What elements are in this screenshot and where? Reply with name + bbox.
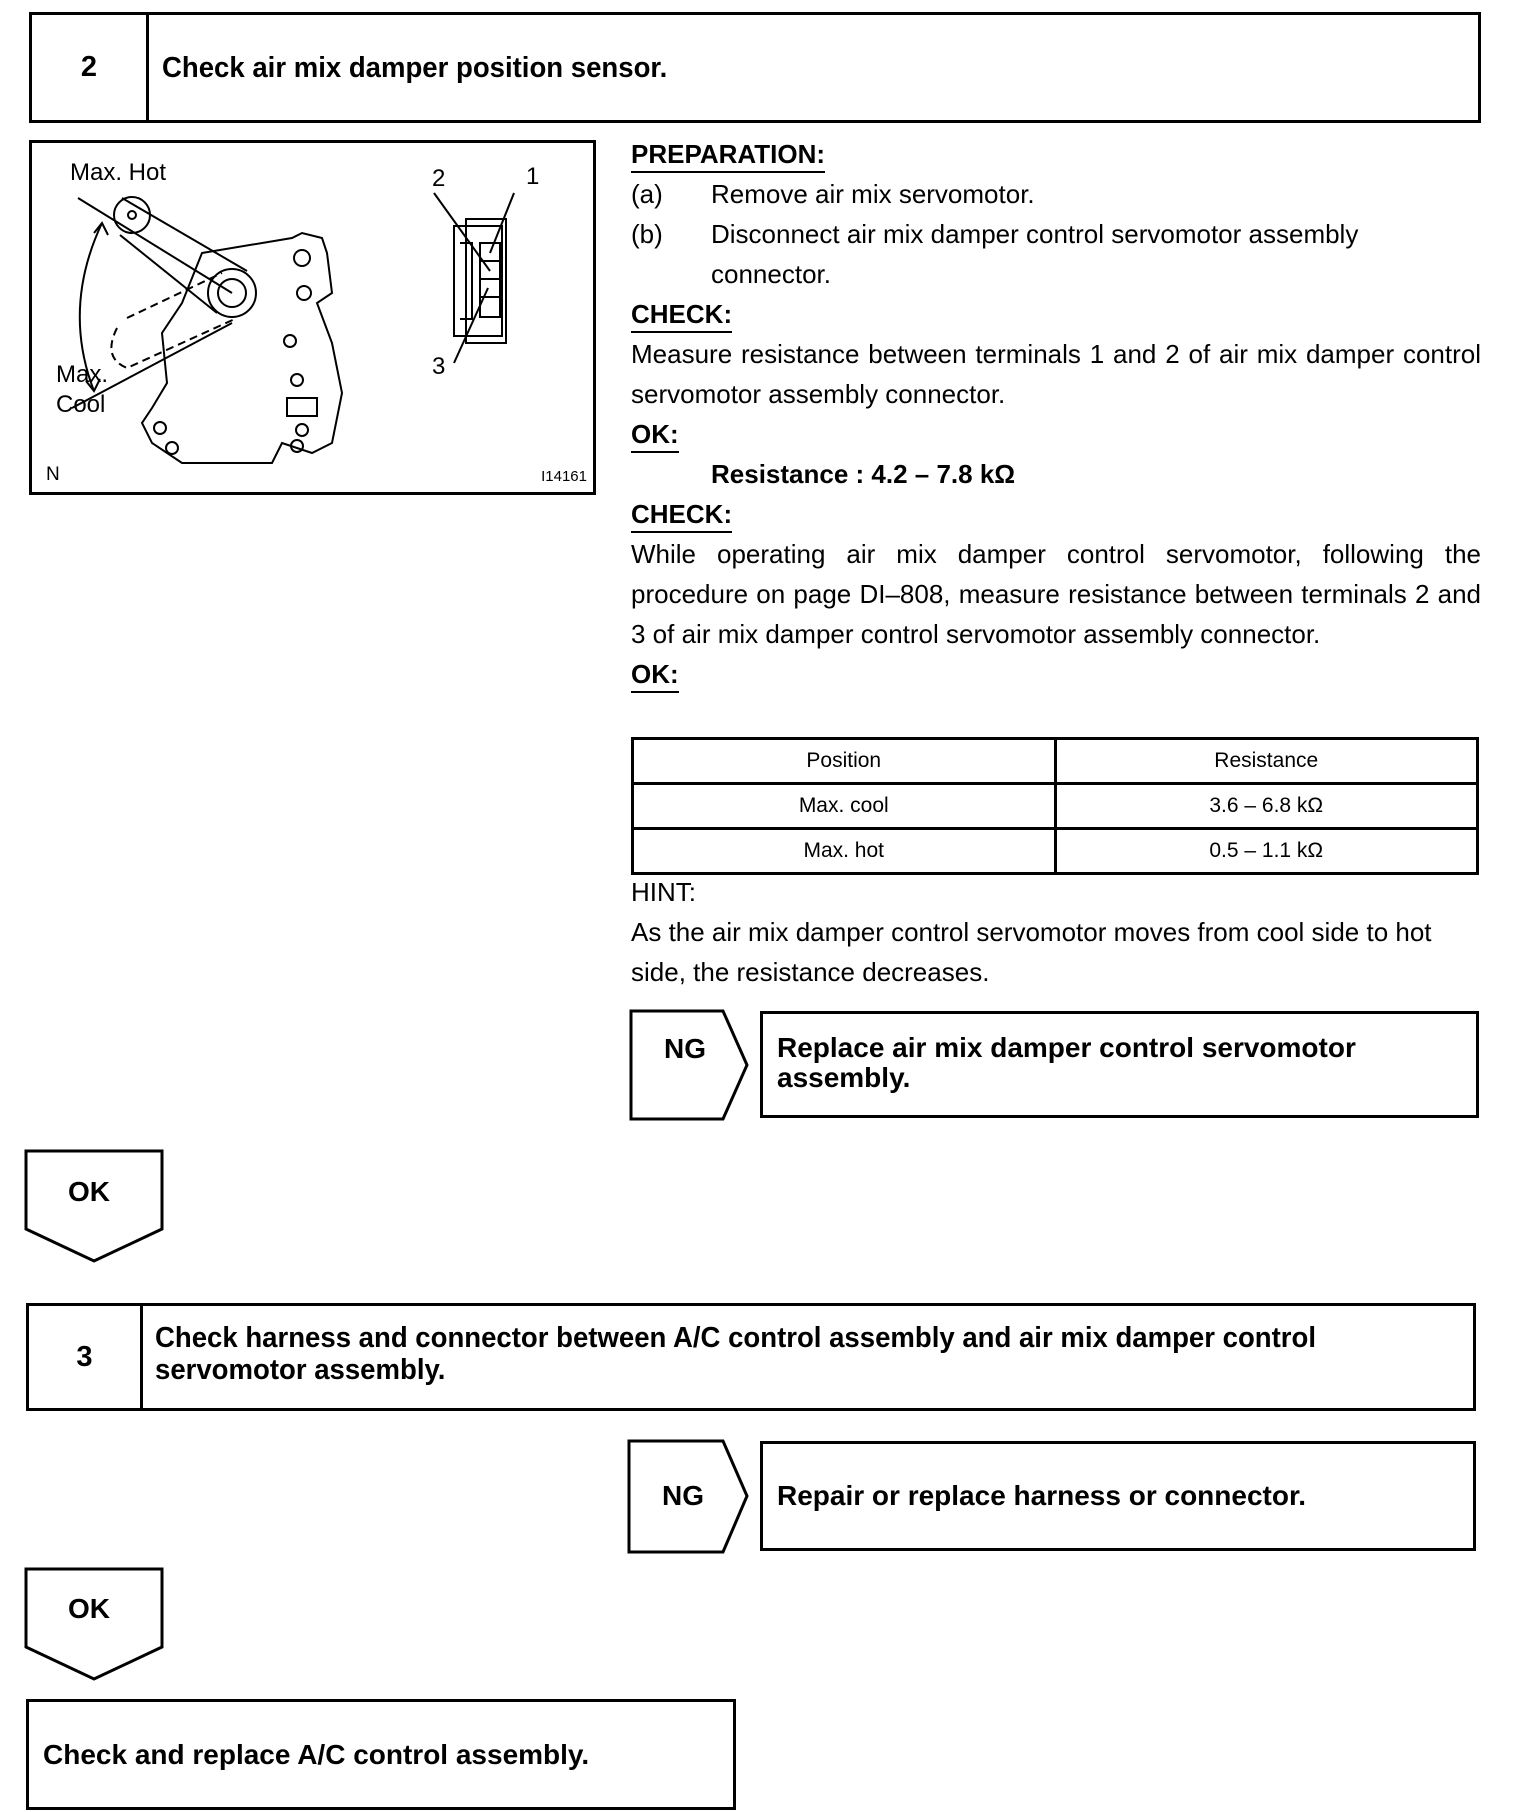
table-cell: Max. cool [633, 784, 1056, 829]
check1-text: Measure resistance between terminals 1 and 2 of air mix damper control servomotor assembly connector. [631, 339, 1481, 409]
prep-item-b [631, 214, 1481, 294]
label-max-cool-1: Max. [56, 361, 109, 388]
step-2-header [29, 12, 1481, 123]
prep-item-text: Remove air mix servomotor. [711, 179, 1035, 209]
final-action-box [26, 1699, 736, 1810]
ng2-action-box [760, 1441, 1476, 1551]
terminal-3-label: 3 [432, 353, 446, 380]
terminal-1-label: 1 [526, 163, 540, 190]
ok-arrow-down-icon [24, 1149, 168, 1267]
step-number: 2 [32, 15, 149, 120]
ok-label: OK [68, 1593, 110, 1624]
check2-text: While operating air mix damper control servomotor, following the procedure on page DI–808, measure resistance between terminals 2 and 3 of air mix damper control servomotor assembly connector. [631, 539, 1481, 649]
ng-label: NG [662, 1480, 704, 1511]
label-max-hot: Max. Hot [70, 159, 167, 186]
terminal-2-label: 2 [432, 165, 446, 192]
prep-item-label: (a) [631, 179, 663, 209]
ok-arrow-down-icon [24, 1567, 168, 1685]
table-header: Position [633, 739, 1056, 784]
hint-section [631, 872, 1481, 992]
ok1-heading: OK: [631, 417, 679, 453]
ng1-action-text: Replace air mix damper control servomotor assembly. [777, 1032, 1356, 1093]
ok1-spec: Resistance : 4.2 – 7.8 kΩ [711, 459, 1016, 489]
table-cell: 0.5 – 1.1 kΩ [1055, 829, 1478, 874]
final-action-text: Check and replace A/C control assembly. [43, 1738, 590, 1770]
servomotor-illustration-icon [32, 143, 593, 492]
ok2-heading: OK: [631, 657, 679, 693]
prep-item-a [631, 174, 1481, 214]
table-cell: 3.6 – 6.8 kΩ [1055, 784, 1478, 829]
step-number: 3 [29, 1306, 143, 1408]
ng-label: NG [664, 1033, 706, 1064]
step-title: Check air mix damper position sensor. [162, 51, 668, 84]
table-cell: Max. hot [633, 829, 1056, 874]
prep-item-label: (b) [631, 219, 663, 249]
table-row [633, 829, 1478, 874]
resistance-table [631, 737, 1479, 875]
hint-heading: HINT: [631, 877, 696, 907]
check2-heading: CHECK: [631, 497, 732, 533]
table-header: Resistance [1055, 739, 1478, 784]
table-row [633, 784, 1478, 829]
step-title: Check harness and connector between A/C control assembly and air mix damper control servomotor assembly. [155, 1322, 1316, 1386]
servomotor-diagram [29, 140, 596, 495]
instructions-column [631, 134, 1481, 694]
ok-label: OK [68, 1176, 110, 1207]
figure-id: I14161 [541, 468, 587, 485]
check1-heading: CHECK: [631, 297, 732, 333]
label-max-cool-2: Cool [56, 391, 106, 418]
table-header-row [633, 739, 1478, 784]
hint-text: As the air mix damper control servomotor moves from cool side to hot side, the resistance decreases. [631, 917, 1432, 987]
step-3-header [26, 1303, 1476, 1411]
ng-arrow-icon [629, 1009, 751, 1121]
corner-label: N [46, 464, 60, 485]
ng1-action-box [760, 1011, 1479, 1118]
prep-item-text: Disconnect air mix damper control servomotor assembly connector. [711, 219, 1359, 289]
preparation-heading: PREPARATION: [631, 137, 825, 173]
ng2-action-text: Repair or replace harness or connector. [777, 1480, 1307, 1511]
